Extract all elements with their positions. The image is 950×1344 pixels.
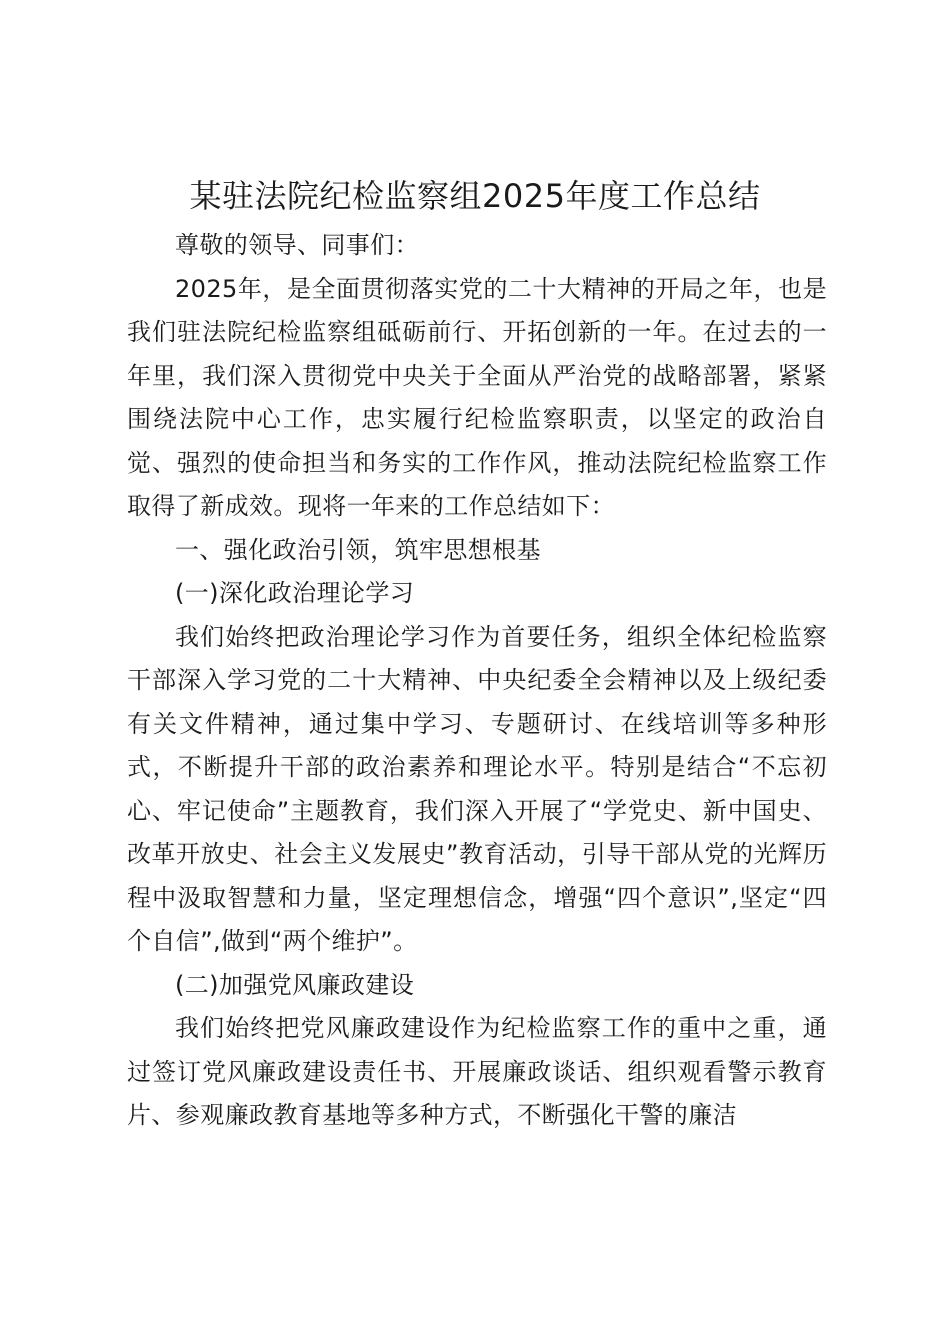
subsection-paragraph-1: 我们始终把政治理论学习作为首要任务，组织全体纪检监察干部深入学习党的二十大精神、中央纪委全会精神以及上级纪委有关文件精神，通过集中学习、专题研讨、在线培训等多种形式，不断提升干部的政治素养和理论水平。特别是结合“不忘初心、牢记使命”主题教育，我们深入开展了“学党史、新中国史、改革开放史、社会主义发展史”教育活动，引导干部从党的光辉历程中汲取智慧和力量，坚定理想信念，增强“四个意识”,坚定“四个自信”,做到“两个维护”。 xyxy=(127,622,827,955)
subsection-paragraph-2: 我们始终把党风廉政建设作为纪检监察工作的重中之重，通过签订党风廉政建设责任书、开展廉政谈话、组织观看警示教育片、参观廉政教育基地等多种方式，不断强化干警的廉洁 xyxy=(127,1014,827,1129)
section-heading-1: 一、强化政治引领，筑牢思想根基 xyxy=(175,535,541,564)
salutation: 尊敬的领导、同事们： xyxy=(175,231,419,259)
subsection-heading-1: (一)深化政治理论学习 xyxy=(175,579,415,607)
intro-paragraph: 2025年，是全面贯彻落实党的二十大精神的开局之年，也是我们驻法院纪检监察组砥砺前行、开拓创新的一年。在过去的一年里，我们深入贯彻党中央关于全面从严治党的战略部署，紧紧围绕法院中心工作，忠实履行纪检监察职责，以坚定的政治自觉、强烈的使命担当和务实的工作作风，推动法院纪检监察工作取得了新成效。现将一年来的工作总结如下： xyxy=(127,274,827,520)
document-title: 某驻法院纪检监察组2025年度工作总结 xyxy=(189,177,761,215)
document-body xyxy=(127,224,827,1138)
subsection-heading-2: (二)加强党风廉政建设 xyxy=(175,970,415,999)
